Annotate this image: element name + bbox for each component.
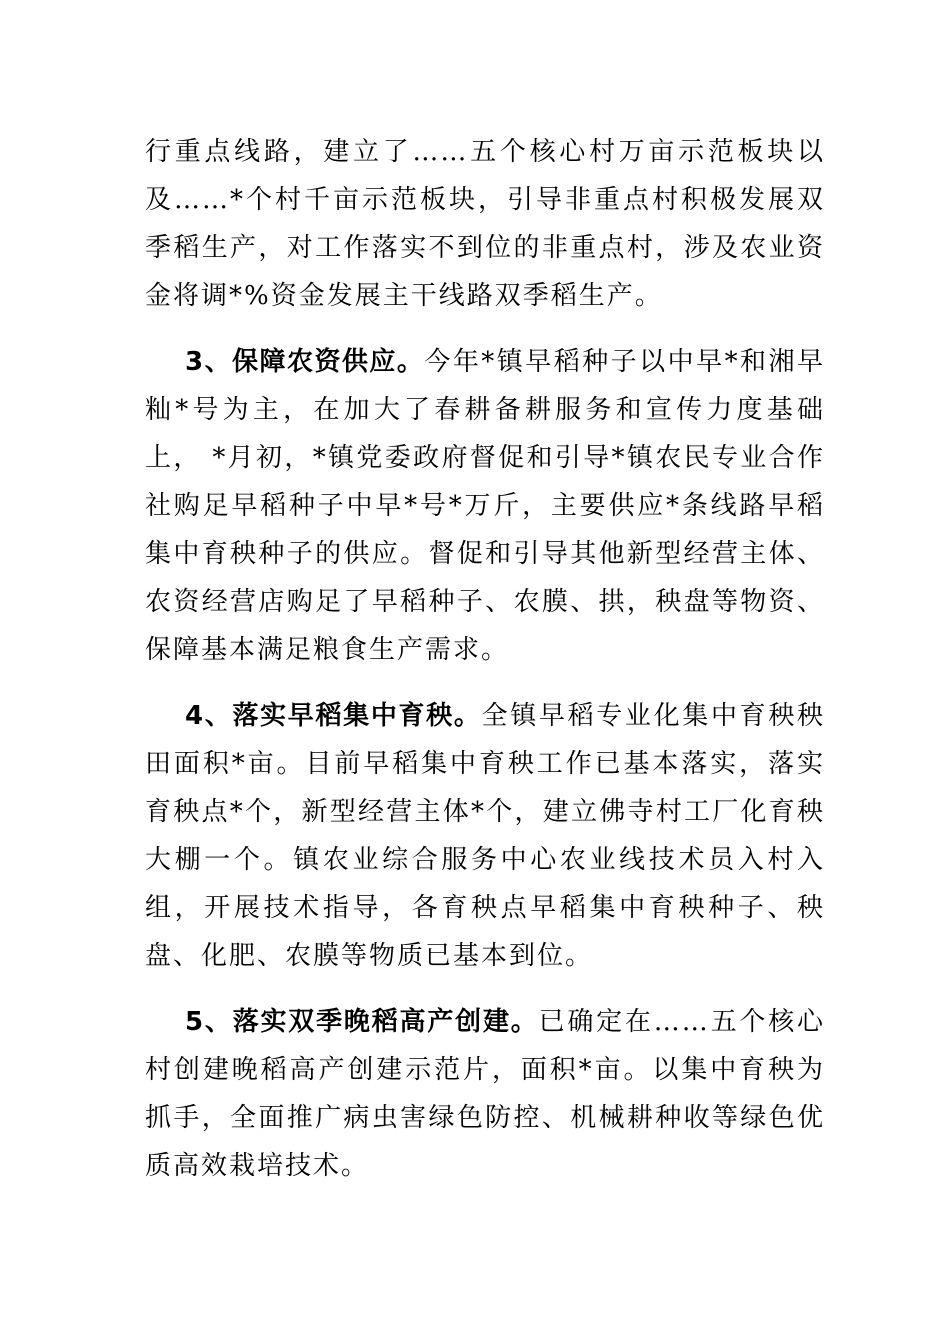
paragraph-text: 全镇早稻专业化集中育秧秧田面积*亩。目前早稻集中育秧工作已基本落实，落实育秧点*个，新型经营主体*个，建立佛寺村工厂化育秧大棚一个。镇农业综合服务中心农业线技术员入村入组，开展技术指导，各育秧点早稻集中育秧种子、秧盘、化肥、农膜等物质已基本到位。 [145, 701, 825, 971]
section-heading: 5、落实双季晚稻高产创建。 [185, 1007, 539, 1037]
paragraph-section-3 [145, 338, 825, 674]
paragraph-section-5 [145, 998, 825, 1190]
paragraph-continuation [145, 128, 825, 320]
section-heading: 4、落实早稻集中育秧。 [185, 701, 482, 731]
paragraph-section-4 [145, 692, 825, 980]
section-heading: 3、保障农资供应。 [185, 347, 425, 377]
document-page [145, 128, 825, 1190]
paragraph-text: 行重点线路，建立了……五个核心村万亩示范板块以及……*个村千亩示范板块，引导非重点村积极发展双季稻生产，对工作落实不到位的非重点村，涉及农业资金将调*%资金发展主干线路双季稻生产。 [145, 137, 825, 311]
paragraph-text: 今年*镇早稻种子以中早*和湘早籼*号为主，在加大了春耕备耕服务和宣传力度基础上， *月初，*镇党委政府督促和引导*镇农民专业合作社购足早稻种子中早*号*万斤，主要供应*条线路早稻集中育秧种子的供应。督促和引导其他新型经营主体、农资经营店购足了早稻种子、农膜、拱，秧盘等物资、保障基本满足粮食生产需求。 [145, 347, 825, 665]
paragraph-text: 已确定在……五个核心村创建晚稻高产创建示范片，面积*亩。以集中育秧为抓手，全面推广病虫害绿色防控、机械耕种收等绿色优质高效栽培技术。 [145, 1007, 825, 1181]
